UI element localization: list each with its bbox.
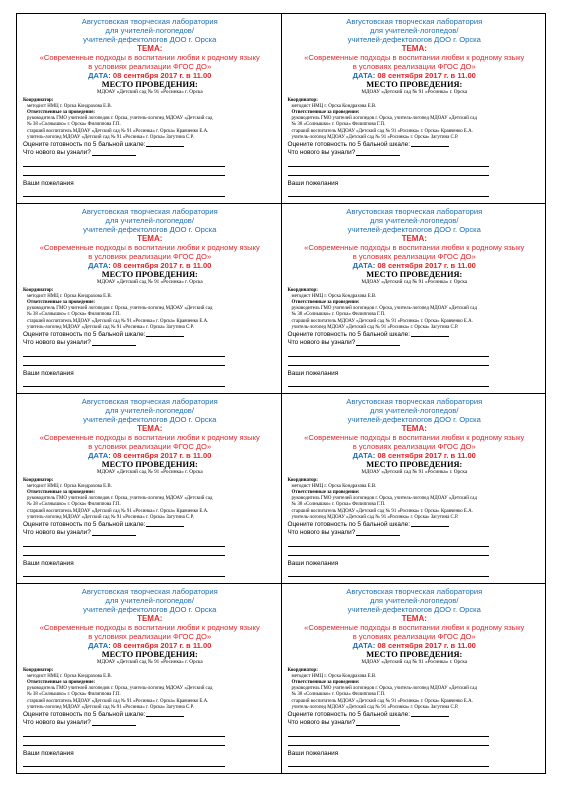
lab-audience: для учителей-логопедов/ [105,406,194,415]
rating-question [23,141,277,150]
new-question [23,339,277,348]
new-question-text: Что нового вы узнали? [23,529,91,537]
new-question-text: Что нового вы узнали? [23,719,91,727]
date-label: ДАТА: [88,261,111,270]
wishes-line[interactable] [23,577,225,584]
responsible-line: старший воспитатель МДОАУ «Детский сад № 91 «Росинка» г. Орска» Кравченко Е.А. [27,508,209,514]
responsible-label: Ответственные за проведение: [27,109,96,115]
rating-question-text: Оцените готовность по 5 бальной шкале: [23,330,146,338]
theme-label: ТЕМА: [137,614,163,623]
responsible-line: руководитель ГМО учителей логопедов г. Орска, учитель-логопед МДОАУ «Детский сад [27,496,213,502]
theme-text-1: «Современные подходы в воспитании любви к родному языку [304,243,525,252]
rating-answer-line[interactable] [411,525,449,527]
lab-audience-city: учителей-дефектологов ДОО г. Орска [83,605,217,614]
feedback-card [282,14,547,204]
wishes-line[interactable] [23,767,225,774]
rating-question-text: Оцените готовность по 5 бальной шкале: [23,710,146,718]
answer-line[interactable] [23,357,225,366]
answer-line[interactable] [23,348,225,357]
new-answer-line[interactable] [92,534,136,536]
lab-audience-city: учителей-дефектологов ДОО г. Орска [83,225,217,234]
wishes-line[interactable] [288,767,490,774]
lab-title: Августовская творческая лаборатория [81,207,218,216]
responsible-line: руководитель ГМО учителей логопедов г. Орска, учитель-логопед МДОАУ «Детский сад [291,116,477,122]
theme-text-1: «Современные подходы в воспитании любви к родному языку [39,53,260,62]
new-question [23,719,277,728]
wishes-line[interactable] [288,378,490,387]
place-label: МЕСТО ПРОВЕДЕНИЯ: [366,270,463,279]
responsible-line: № 38 «Солнышко» г. Орска» Филиппова Г.П. [291,692,386,698]
responsible-label: Ответственные за проведение: [291,679,360,685]
lab-audience: для учителей-логопедов/ [370,216,459,225]
responsible-line: руководитель ГМО учителей логопедов г. Орска, учитель-логопед МДОАУ «Детский сад [291,306,477,312]
rating-question [288,521,542,530]
new-question [23,529,277,538]
place-value: МДОАУ «Детский сад № 91 «Росинка» г. Орска [96,469,203,475]
theme-text-2: в условиях реализации ФГОС ДО» [352,442,476,451]
coordinator-label: Координатор: [23,477,54,483]
theme-label: ТЕМА: [137,424,163,433]
coordinator-value: методист НМЦ г. Орска Кондрахова Е.В. [27,483,112,489]
wishes-line[interactable] [23,378,225,387]
wishes-label: Ваши пожелания [287,179,339,187]
answer-line[interactable] [288,158,490,167]
new-question [23,149,277,158]
place-label: МЕСТО ПРОВЕДЕНИЯ: [366,80,463,89]
new-question [288,339,542,348]
lab-audience-city: учителей-дефектологов ДОО г. Орска [347,605,481,614]
theme-label: ТЕМА: [401,44,427,53]
answer-line[interactable] [23,167,225,176]
responsible-label: Ответственные за проведение: [27,299,96,305]
date-label: ДАТА: [352,451,376,460]
answer-line[interactable] [288,357,490,366]
theme-text-2: в условиях реализации ФГОС ДО» [88,252,212,261]
rating-question [288,711,542,720]
responsible-label: Ответственные за проведение: [291,299,360,305]
date-value: 08 сентября 2017 г. в 11.00 [377,71,476,80]
rating-question-text: Оцените готовность по 5 бальной шкале: [287,140,410,148]
responsible-line: № 38 «Солнышко» г. Орска» Филиппова Г.П. [291,122,386,128]
new-answer-line[interactable] [356,534,400,536]
responsible-line: № 38 «Солнышко» г. Орска» Филиппова Г.П. [27,312,121,318]
theme-text-2: в условиях реализации ФГОС ДО» [352,252,476,261]
feedback-card [282,584,547,774]
rating-question-text: Оцените готовность по 5 бальной шкале: [23,520,146,528]
place-value: МДОАУ «Детский сад № 91 «Росинка» г. Орска [96,89,203,95]
responsible-label: Ответственные за проведение: [27,489,96,495]
date-label: ДАТА: [352,71,376,80]
rating-question [23,331,277,340]
wishes-label: Ваши пожелания [23,179,74,187]
feedback-card [17,584,282,774]
responsible-line: руководитель ГМО учителей логопедов г. Орска, учитель-логопед МДОАУ «Детский сад [27,116,213,122]
place-label: МЕСТО ПРОВЕДЕНИЯ: [101,460,198,469]
responsible-line: старший воспитатель МДОАУ «Детский сад № 91 «Росинка» г. Орска» Кравченко Е.А. [27,698,209,704]
place-value: МДОАУ «Детский сад № 91 «Росинка» г. Орска [361,279,468,285]
theme-label: ТЕМА: [401,424,427,433]
date-row [23,261,277,270]
date-value: 08 сентября 2017 г. в 11.00 [112,451,212,460]
responsible-line: учитель-логопед МДОАУ «Детский сад № 91 «Росинка» г. Орска» Загутина С.Р. [27,134,194,140]
wishes-line[interactable] [288,568,490,577]
answer-line[interactable] [23,158,225,167]
wishes-line[interactable] [23,188,225,197]
responsible-label: Ответственные за проведение: [291,109,360,115]
responsible-line: старший воспитатель МДОАУ «Детский сад № 91 «Росинка» г. Орска» Кравченко Е.А. [291,508,473,514]
new-question [288,529,542,538]
responsible-line: руководитель ГМО учителей логопедов г. Орска, учитель-логопед МДОАУ «Детский сад [291,496,477,502]
responsible-line: руководитель ГМО учителей логопедов г. Орска, учитель-логопед МДОАУ «Детский сад [27,306,213,312]
lab-title: Августовская творческая лаборатория [81,397,218,406]
theme-text-1: «Современные подходы в воспитании любви к родному языку [39,623,260,632]
place-label: МЕСТО ПРОВЕДЕНИЯ: [101,650,198,659]
new-question-text: Что нового вы узнали? [287,719,356,727]
answer-line[interactable] [288,167,490,176]
answer-line[interactable] [288,547,490,556]
answer-line[interactable] [288,348,490,357]
responsible-line: учитель-логопед МДОАУ «Детский сад № 91 «Росинка» г. Орска» Загутина С.Р. [27,514,194,520]
responsible-line: старший воспитатель МДОАУ «Детский сад № 91 «Росинка» г. Орска» Кравченко Е.А. [291,318,473,324]
responsible-line: № 38 «Солнышко» г. Орска» Филиппова Г.П. [27,692,121,698]
date-label: ДАТА: [352,641,376,650]
theme-label: ТЕМА: [401,234,427,243]
place-label: МЕСТО ПРОВЕДЕНИЯ: [101,270,198,279]
answer-line[interactable] [23,538,225,547]
place-label: МЕСТО ПРОВЕДЕНИЯ: [366,460,463,469]
lab-title: Августовская творческая лаборатория [346,587,483,596]
theme-text-2: в условиях реализации ФГОС ДО» [352,632,476,641]
responsible-line: № 38 «Солнышко» г. Орска» Филиппова Г.П. [27,502,121,508]
wishes-line[interactable] [288,188,490,197]
coordinator-label: Координатор: [287,97,318,103]
new-answer-line[interactable] [356,154,400,156]
new-question-text: Что нового вы узнали? [23,339,91,347]
responsible-line: учитель-логопед МДОАУ «Детский сад № 91 «Росинка» г. Орска» Загутина С.Р. [291,514,459,520]
wishes-line[interactable] [288,197,490,204]
date-value: 08 сентября 2017 г. в 11.00 [377,641,476,650]
answer-line[interactable] [288,728,490,737]
place-value: МДОАУ «Детский сад № 91 «Росинка» г. Орска [96,279,203,285]
coordinator-value: методист НМЦ г. Орска Кондрахова Е.В. [291,483,377,489]
wishes-line[interactable] [23,387,225,394]
rating-answer-line[interactable] [411,335,449,337]
place-value: МДОАУ «Детский сад № 91 «Росинка» г. Орска [361,659,468,665]
date-row [288,71,542,80]
wishes-line[interactable] [288,387,490,394]
wishes-label: Ваши пожелания [287,749,339,757]
theme-text-1: «Современные подходы в воспитании любви к родному языку [304,433,525,442]
wishes-line[interactable] [288,758,490,767]
responsible-line: учитель-логопед МДОАУ «Детский сад № 91 «Росинка» г. Орска» Загутина С.Р. [27,324,194,330]
theme-text-2: в условиях реализации ФГОС ДО» [88,632,212,641]
new-question-text: Что нового вы узнали? [287,149,356,157]
new-question [288,719,542,728]
theme-label: ТЕМА: [401,614,427,623]
responsible-line: № 38 «Солнышко» г. Орска» Филиппова Г.П. [291,502,386,508]
date-value: 08 сентября 2017 г. в 11.00 [112,641,212,650]
new-answer-line[interactable] [356,724,400,726]
responsible-line: учитель-логопед МДОАУ «Детский сад № 91 «Росинка» г. Орска» Загутина С.Р. [27,704,194,710]
place-label: МЕСТО ПРОВЕДЕНИЯ: [366,650,463,659]
feedback-card [17,204,282,394]
responsible-line: старший воспитатель МДОАУ «Детский сад № 91 «Росинка» г. Орска» Кравченко Е.А. [27,318,209,324]
place-label: МЕСТО ПРОВЕДЕНИЯ: [101,80,198,89]
rating-question [23,521,277,530]
theme-text-1: «Современные подходы в воспитании любви к родному языку [304,623,525,632]
coordinator-label: Координатор: [23,667,54,673]
lab-audience-city: учителей-дефектологов ДОО г. Орска [347,225,481,234]
responsible-line: учитель-логопед МДОАУ «Детский сад № 91 «Росинка» г. Орска» Загутина С.Р. [291,134,459,140]
date-row [23,71,277,80]
wishes-label: Ваши пожелания [23,559,74,567]
lab-audience-city: учителей-дефектологов ДОО г. Орска [83,35,217,44]
rating-answer-line[interactable] [146,335,184,337]
responsible-label: Ответственные за проведение: [291,489,360,495]
lab-audience: для учителей-логопедов/ [105,26,194,35]
wishes-line[interactable] [23,197,225,204]
lab-audience: для учителей-логопедов/ [105,596,194,605]
place-value: МДОАУ «Детский сад № 91 «Росинка» г. Орска [361,89,468,95]
coordinator-value: методист НМЦ г. Орска Кондрахова Е.В. [27,293,112,299]
rating-answer-line[interactable] [411,715,449,717]
feedback-card [282,394,547,584]
date-row [288,451,542,460]
date-label: ДАТА: [88,71,111,80]
rating-question [23,711,277,720]
lab-audience-city: учителей-дефектологов ДОО г. Орска [347,35,481,44]
coordinator-value: методист НМЦ г. Орска Кондрахова Е.В. [291,293,377,299]
theme-label: ТЕМА: [137,44,163,53]
answer-line[interactable] [288,737,490,746]
lab-audience: для учителей-логопедов/ [105,216,194,225]
date-label: ДАТА: [88,451,111,460]
date-value: 08 сентября 2017 г. в 11.00 [377,261,476,270]
theme-text-2: в условиях реализации ФГОС ДО» [352,62,476,71]
wishes-line[interactable] [23,758,225,767]
rating-answer-line[interactable] [146,145,184,147]
theme-label: ТЕМА: [137,234,163,243]
answer-line[interactable] [288,538,490,547]
place-value: МДОАУ «Детский сад № 91 «Росинка» г. Орска [361,469,468,475]
responsible-line: № 38 «Солнышко» г. Орска» Филиппова Г.П. [291,312,386,318]
wishes-label: Ваши пожелания [287,369,339,377]
date-row [23,451,277,460]
date-label: ДАТА: [88,641,111,650]
responsible-line: учитель-логопед МДОАУ «Детский сад № 91 «Росинка» г. Орска» Загутина С.Р. [291,324,459,330]
new-question-text: Что нового вы узнали? [287,339,356,347]
theme-text-1: «Современные подходы в воспитании любви к родному языку [39,433,260,442]
lab-audience: для учителей-логопедов/ [370,406,459,415]
wishes-label: Ваши пожелания [23,749,74,757]
lab-audience-city: учителей-дефектологов ДОО г. Орска [83,415,217,424]
date-value: 08 сентября 2017 г. в 11.00 [112,71,212,80]
coordinator-label: Координатор: [287,667,318,673]
responsible-label: Ответственные за проведение: [27,679,96,685]
new-answer-line[interactable] [92,724,136,726]
feedback-card [282,204,547,394]
date-value: 08 сентября 2017 г. в 11.00 [112,261,212,270]
answer-line[interactable] [23,728,225,737]
theme-text-1: «Современные подходы в воспитании любви к родному языку [304,53,525,62]
place-value: МДОАУ «Детский сад № 91 «Росинка» г. Орска [96,659,203,665]
theme-text-2: в условиях реализации ФГОС ДО» [88,62,212,71]
lab-title: Августовская творческая лаборатория [346,17,483,26]
rating-answer-line[interactable] [411,145,449,147]
date-value: 08 сентября 2017 г. в 11.00 [377,451,476,460]
date-row [288,641,542,650]
responsible-line: учитель-логопед МДОАУ «Детский сад № 91 «Росинка» г. Орска» Загутина С.Р. [291,704,459,710]
coordinator-value: методист НМЦ г. Орска Кондрахова Е.В. [27,103,112,109]
coordinator-label: Координатор: [287,287,318,293]
rating-answer-line[interactable] [146,715,184,717]
wishes-line[interactable] [288,577,490,584]
new-question-text: Что нового вы узнали? [287,529,356,537]
answer-line[interactable] [23,737,225,746]
handout-sheet [16,13,546,774]
theme-text-1: «Современные подходы в воспитании любви к родному языку [39,243,260,252]
new-question-text: Что нового вы узнали? [23,149,91,157]
coordinator-label: Координатор: [23,287,54,293]
wishes-line[interactable] [23,568,225,577]
responsible-line: руководитель ГМО учителей логопедов г. Орска, учитель-логопед МДОАУ «Детский сад [291,686,477,692]
lab-title: Августовская творческая лаборатория [81,17,218,26]
responsible-line: руководитель ГМО учителей логопедов г. Орска, учитель-логопед МДОАУ «Детский сад [27,686,213,692]
coordinator-value: методист НМЦ г. Орска Кондрахова Е.В. [291,673,377,679]
date-row [23,641,277,650]
lab-audience: для учителей-логопедов/ [370,26,459,35]
coordinator-label: Координатор: [23,97,54,103]
responsible-line: старший воспитатель МДОАУ «Детский сад № 91 «Росинка» г. Орска» Кравченко Е.А. [291,698,473,704]
coordinator-value: методист НМЦ г. Орска Кондрахова Е.В. [27,673,112,679]
answer-line[interactable] [23,547,225,556]
new-answer-line[interactable] [92,154,136,156]
rating-question [288,141,542,150]
lab-title: Августовская творческая лаборатория [346,397,483,406]
lab-title: Августовская творческая лаборатория [81,587,218,596]
responsible-line: старший воспитатель МДОАУ «Детский сад № 91 «Росинка» г. Орска» Кравченко Е.А. [27,128,209,134]
feedback-card [17,14,282,204]
wishes-label: Ваши пожелания [23,369,74,377]
theme-text-2: в условиях реализации ФГОС ДО» [88,442,212,451]
rating-question-text: Оцените готовность по 5 бальной шкале: [287,330,410,338]
responsible-line: № 38 «Солнышко» г. Орска» Филиппова Г.П. [27,122,121,128]
date-row [288,261,542,270]
date-label: ДАТА: [352,261,376,270]
lab-audience: для учителей-логопедов/ [370,596,459,605]
lab-title: Августовская творческая лаборатория [346,207,483,216]
feedback-card [17,394,282,584]
coordinator-label: Координатор: [287,477,318,483]
new-answer-line[interactable] [356,344,400,346]
rating-question-text: Оцените готовность по 5 бальной шкале: [287,710,410,718]
rating-question-text: Оцените готовность по 5 бальной шкале: [287,520,410,528]
wishes-label: Ваши пожелания [287,559,339,567]
responsible-line: старший воспитатель МДОАУ «Детский сад № 91 «Росинка» г. Орска» Кравченко Е.А. [291,128,473,134]
rating-answer-line[interactable] [146,525,184,527]
rating-question [288,331,542,340]
lab-audience-city: учителей-дефектологов ДОО г. Орска [347,415,481,424]
new-question [288,149,542,158]
new-answer-line[interactable] [92,344,136,346]
rating-question-text: Оцените готовность по 5 бальной шкале: [23,140,146,148]
coordinator-value: методист НМЦ г. Орска Кондрахова Е.В. [291,103,377,109]
